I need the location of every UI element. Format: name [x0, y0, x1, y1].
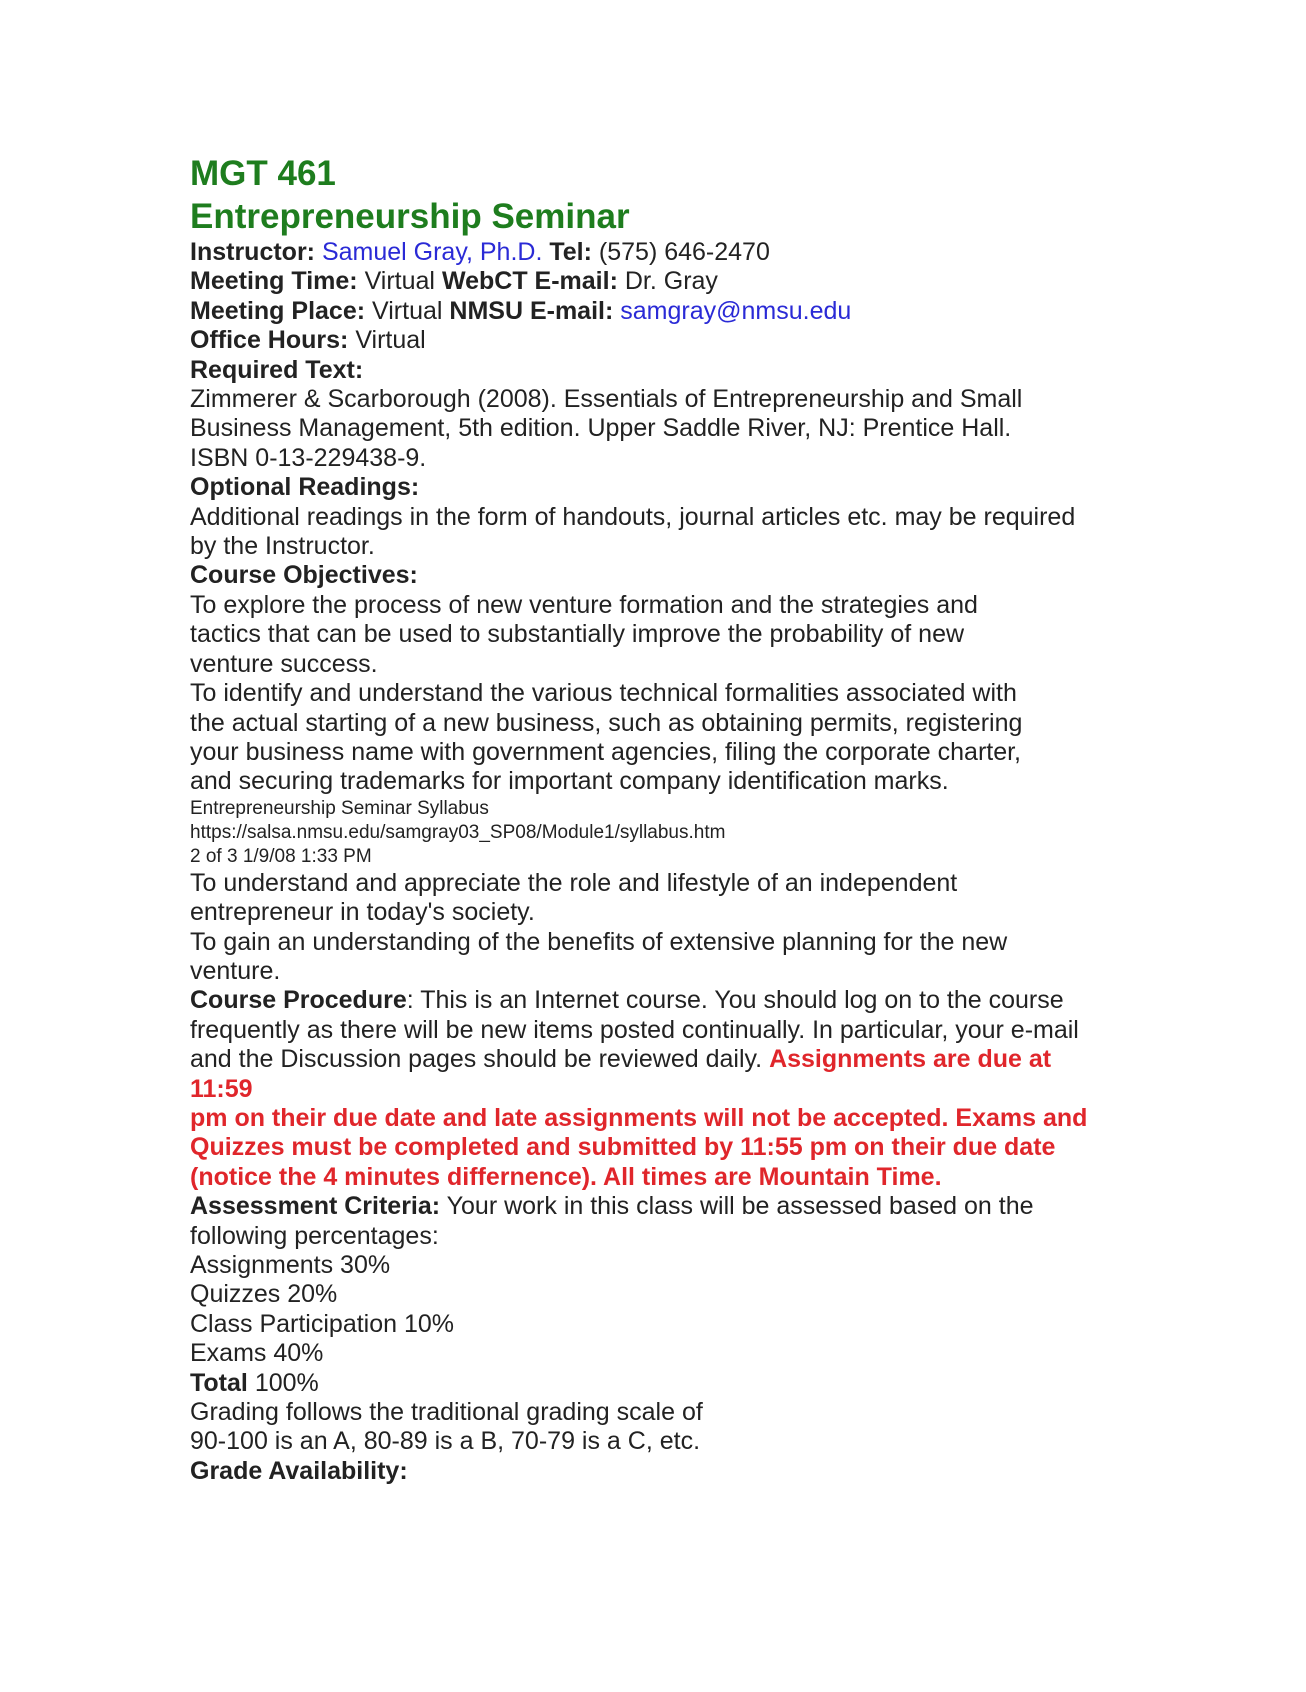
tel-value: (575) 646-2470	[598, 238, 770, 266]
meeting-place-label: Meeting Place:	[190, 296, 366, 325]
grading-line: 90-100 is an A, 80-89 is a B, 70-79 is a C, etc.	[190, 1427, 701, 1456]
deadline-warning-line: pm on their due date and late assignments will not be accepted. Exams and	[190, 1103, 1088, 1132]
assessment-line: following percentages:	[190, 1221, 439, 1250]
tel-label: Tel:	[549, 238, 592, 266]
syllabus-page	[190, 152, 1190, 1486]
objectives-heading: Course Objectives:	[190, 561, 418, 590]
objective-line: and securing trademarks for important company identification marks.	[190, 767, 949, 796]
deadline-warning-line: 11:59	[190, 1074, 253, 1103]
meeting-place-line	[190, 297, 1190, 326]
deadline-warning: Assignments are due at	[769, 1045, 1052, 1074]
grading-line: Grading follows the traditional grading scale of	[190, 1398, 703, 1427]
assessment-item: Quizzes 20%	[190, 1280, 338, 1309]
required-text-line: Zimmerer & Scarborough (2008). Essentials of Entrepreneurship and Small	[190, 385, 1023, 414]
objective-line: tactics that can be used to substantially improve the probability of new	[190, 620, 965, 649]
instructor-line	[190, 238, 1190, 267]
procedure-heading: Course Procedure	[190, 986, 407, 1015]
print-footer-page: 2 of 3 1/9/08 1:33 PM	[190, 845, 372, 867]
objective-line: To understand and appreciate the role and lifestyle of an independent	[190, 868, 958, 897]
optional-readings-line: Additional readings in the form of handouts, journal articles etc. may be required	[190, 502, 1076, 531]
nmsu-email-label: E-mail:	[529, 296, 614, 325]
print-footer-url: https://salsa.nmsu.edu/samgray03_SP08/Module1/syllabus.htm	[190, 821, 726, 843]
required-text-line: Business Management, 5th edition. Upper Saddle River, NJ: Prentice Hall.	[190, 414, 1012, 443]
total-value: 100%	[254, 1368, 319, 1397]
assessment-item: Class Participation 10%	[190, 1309, 455, 1338]
objective-line: To explore the process of new venture formation and the strategies and	[190, 590, 978, 619]
objective-line: the actual starting of a new business, such as obtaining permits, registering	[190, 708, 1023, 737]
office-hours-label: Office Hours:	[190, 326, 349, 355]
office-hours-line	[190, 326, 1190, 355]
objective-line: your business name with government agencies, filing the corporate charter,	[190, 737, 1022, 766]
deadline-warning-line: Quizzes must be completed and submitted by 11:55 pm on their due date	[190, 1133, 1056, 1162]
required-text-line: ISBN 0-13-229438-9.	[190, 443, 427, 472]
procedure-text: and the Discussion pages should be reviewed daily.	[190, 1045, 763, 1074]
assessment-item: Assignments 30%	[190, 1251, 391, 1279]
course-title: Entrepreneurship Seminar	[190, 197, 630, 236]
procedure-line	[190, 1045, 1190, 1074]
assessment-line	[190, 1192, 1190, 1221]
objective-line: To gain an understanding of the benefits of extensive planning for the new	[190, 927, 1008, 956]
procedure-text: : This is an Internet course. You should log on to the course	[406, 986, 1064, 1015]
objective-line: To identify and understand the various technical formalities associated with	[190, 679, 1017, 708]
webct-email-value: Dr. Gray	[624, 267, 718, 296]
nmsu-email-link[interactable]: samgray@nmsu.edu	[620, 296, 852, 325]
procedure-line	[190, 986, 1190, 1015]
instructor-label: Instructor:	[190, 238, 315, 266]
required-text-heading: Required Text:	[190, 355, 364, 384]
nmsu-label: NMSU	[449, 296, 523, 325]
optional-readings-heading: Optional Readings:	[190, 473, 420, 502]
instructor-name-link[interactable]: Samuel Gray, Ph.D.	[321, 238, 543, 266]
procedure-line: frequently as there will be new items posted continually. In particular, your e-mail	[190, 1015, 1079, 1044]
objective-line: entrepreneur in today's society.	[190, 898, 535, 927]
assessment-total	[190, 1369, 1190, 1398]
total-label: Total	[190, 1368, 248, 1397]
assessment-heading: Assessment Criteria:	[190, 1192, 441, 1221]
assessment-item: Exams 40%	[190, 1339, 324, 1368]
assessment-text: Your work in this class will be assessed based on the	[446, 1192, 1034, 1221]
print-footer-title: Entrepreneurship Seminar Syllabus	[190, 797, 489, 819]
meeting-time-line	[190, 267, 1190, 296]
objective-line: venture.	[190, 956, 281, 985]
meeting-time-value: Virtual	[364, 267, 435, 296]
optional-readings-line: by the Instructor.	[190, 532, 375, 561]
objective-line: venture success.	[190, 649, 378, 678]
course-code: MGT 461	[190, 154, 336, 193]
meeting-place-value: Virtual	[372, 296, 443, 325]
meeting-time-label: Meeting Time:	[190, 267, 358, 296]
deadline-warning-line: (notice the 4 minutes differnence). All times are Mountain Time.	[190, 1162, 942, 1191]
webct-email-label: WebCT E-mail:	[441, 267, 618, 296]
grade-availability-heading: Grade Availability:	[190, 1456, 408, 1485]
office-hours-value: Virtual	[355, 326, 426, 355]
